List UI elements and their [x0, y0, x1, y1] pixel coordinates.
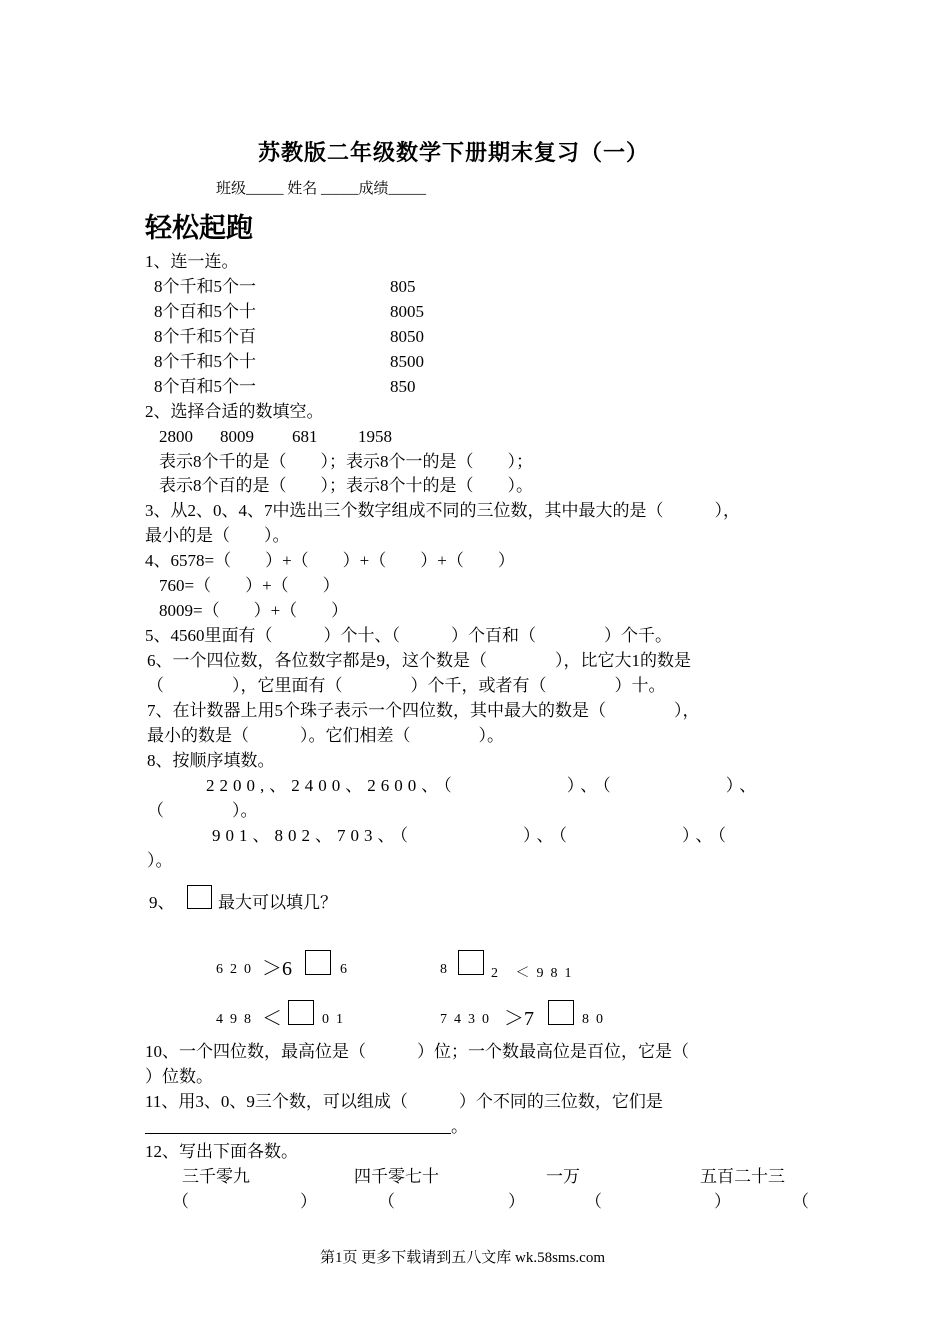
q1-left-3: 8个千和5个百 — [154, 327, 256, 346]
q9-item-1-left: 620 — [216, 962, 258, 977]
q9-item-3-op: ＜ — [262, 1008, 282, 1030]
q12-blank-2-close: ） — [508, 1192, 525, 1211]
page-footer: 第1页 更多下载请到五八文库 wk.58sms.com — [320, 1250, 606, 1266]
q8-stem: 8、按顺序填数。 — [147, 751, 275, 770]
q4-line-1: 4、6578=（ ）+（ ）+（ ）+（ ） — [145, 551, 515, 570]
q9-item-1-box[interactable] — [305, 950, 331, 975]
q6-line-1: 6、一个四位数，各位数字都是9，这个数是（ ），比它大1的数是 — [147, 651, 691, 670]
q8-line-1: 2200,、2400、2600、（ ）、（ ）、 — [206, 776, 762, 795]
q2-option-3: 681 — [292, 427, 318, 446]
q9-item-3-right: 01 — [322, 1012, 350, 1027]
q5-line: 5、4560里面有（ ）个十、（ ）个百和（ ）个千。 — [145, 626, 672, 645]
q12-blank-3-open: （ — [585, 1192, 602, 1211]
q1-left-2: 8个百和5个十 — [154, 302, 256, 321]
q2-line-1: 表示8个千的是（ ）；表示8个一的是（ ）； — [159, 452, 533, 471]
q9-item-2-right: 2 ＜981 — [491, 966, 579, 981]
q8-line-3: 901、802、703、（ ）、（ ）、（ — [212, 826, 731, 845]
q12-blank-2-open: （ — [378, 1192, 395, 1211]
q10-line-2: ）位数。 — [145, 1067, 213, 1086]
q12-blank-1-close: ） — [300, 1192, 317, 1211]
q11-line-2-end: 。 — [451, 1117, 468, 1136]
q12-blank-1-open: （ — [172, 1192, 189, 1211]
q10-line-1: 10、一个四位数，最高位是（ ）位；一个数最高位是百位，它是（ — [145, 1042, 689, 1061]
q9-item-3-left: 498 — [216, 1012, 258, 1027]
student-info-line: 班级_____ 姓名 _____成绩_____ — [216, 181, 427, 197]
q11-answer-line[interactable] — [145, 1133, 451, 1134]
q8-line-4: ）。 — [147, 851, 173, 870]
q9-item-4-right: 80 — [582, 1012, 610, 1027]
q1-right-2: 8005 — [390, 302, 424, 321]
q1-left-5: 8个百和5个一 — [154, 377, 256, 396]
q1-left-4: 8个千和5个十 — [154, 352, 256, 371]
q11-line-1: 11、用3、0、9三个数，可以组成（ ）个不同的三位数，它们是 — [145, 1092, 663, 1111]
q4-line-3: 8009=（ ）+（ ） — [159, 601, 349, 620]
q9-suffix: 最大可以填几？ — [218, 893, 337, 912]
q4-line-2: 760=（ ）+（ ） — [159, 576, 340, 595]
q1-left-1: 8个千和5个一 — [154, 277, 256, 296]
q7-line-1: 7、在计数器上用5个珠子表示一个四位数，其中最大的数是（ ）， — [147, 701, 700, 720]
section-title: 轻松起跑 — [145, 213, 253, 244]
q12-word-4: 五百二十三 — [700, 1167, 785, 1186]
q9-item-3-box[interactable] — [288, 1000, 314, 1025]
q1-right-3: 8050 — [390, 327, 424, 346]
page-title: 苏教版二年级数学下册期末复习（一） — [258, 141, 650, 166]
q6-line-2: （ ），它里面有（ ）个千，或者有（ ）十。 — [147, 676, 666, 695]
q9-item-4-op: ＞7 — [504, 1008, 534, 1030]
q9-item-2-left: 8 — [440, 962, 454, 977]
q3-line-1: 3、从2、0、4、7中选出三个数字组成不同的三位数，其中最大的是（ ）， — [145, 501, 740, 520]
q9-item-1-op: ＞6 — [262, 958, 292, 980]
q12-stem: 12、写出下面各数。 — [145, 1142, 298, 1161]
q9-item-4-left: 7430 — [440, 1012, 496, 1027]
q2-stem: 2、选择合适的数填空。 — [145, 402, 324, 421]
q12-word-1: 三千零九 — [182, 1167, 250, 1186]
q12-word-3: 一万 — [546, 1167, 580, 1186]
q3-line-2: 最小的是（ ）。 — [145, 526, 290, 545]
q1-stem: 1、连一连。 — [145, 252, 239, 271]
q2-option-2: 8009 — [220, 427, 254, 446]
q9-item-4-box[interactable] — [548, 1000, 574, 1025]
q9-item-2-box[interactable] — [458, 950, 484, 975]
q9-item-1-right: 6 — [340, 962, 354, 977]
q8-line-2: （ ）。 — [147, 801, 258, 820]
q1-right-4: 8500 — [390, 352, 424, 371]
q2-option-1: 2800 — [159, 427, 193, 446]
q9-stem-box — [187, 885, 212, 909]
q9-prefix: 9、 — [149, 893, 175, 912]
q2-line-2: 表示8个百的是（ ）；表示8个十的是（ ）。 — [159, 476, 533, 495]
q12-blank-3-close: ） — [714, 1192, 731, 1211]
q7-line-2: 最小的数是（ ）。它们相差（ ）。 — [147, 726, 504, 745]
q12-word-2: 四千零七十 — [354, 1167, 439, 1186]
q12-blank-4-open: （ — [792, 1192, 809, 1211]
q1-right-1: 805 — [390, 277, 416, 296]
q1-right-5: 850 — [390, 377, 416, 396]
q2-option-4: 1958 — [358, 427, 392, 446]
